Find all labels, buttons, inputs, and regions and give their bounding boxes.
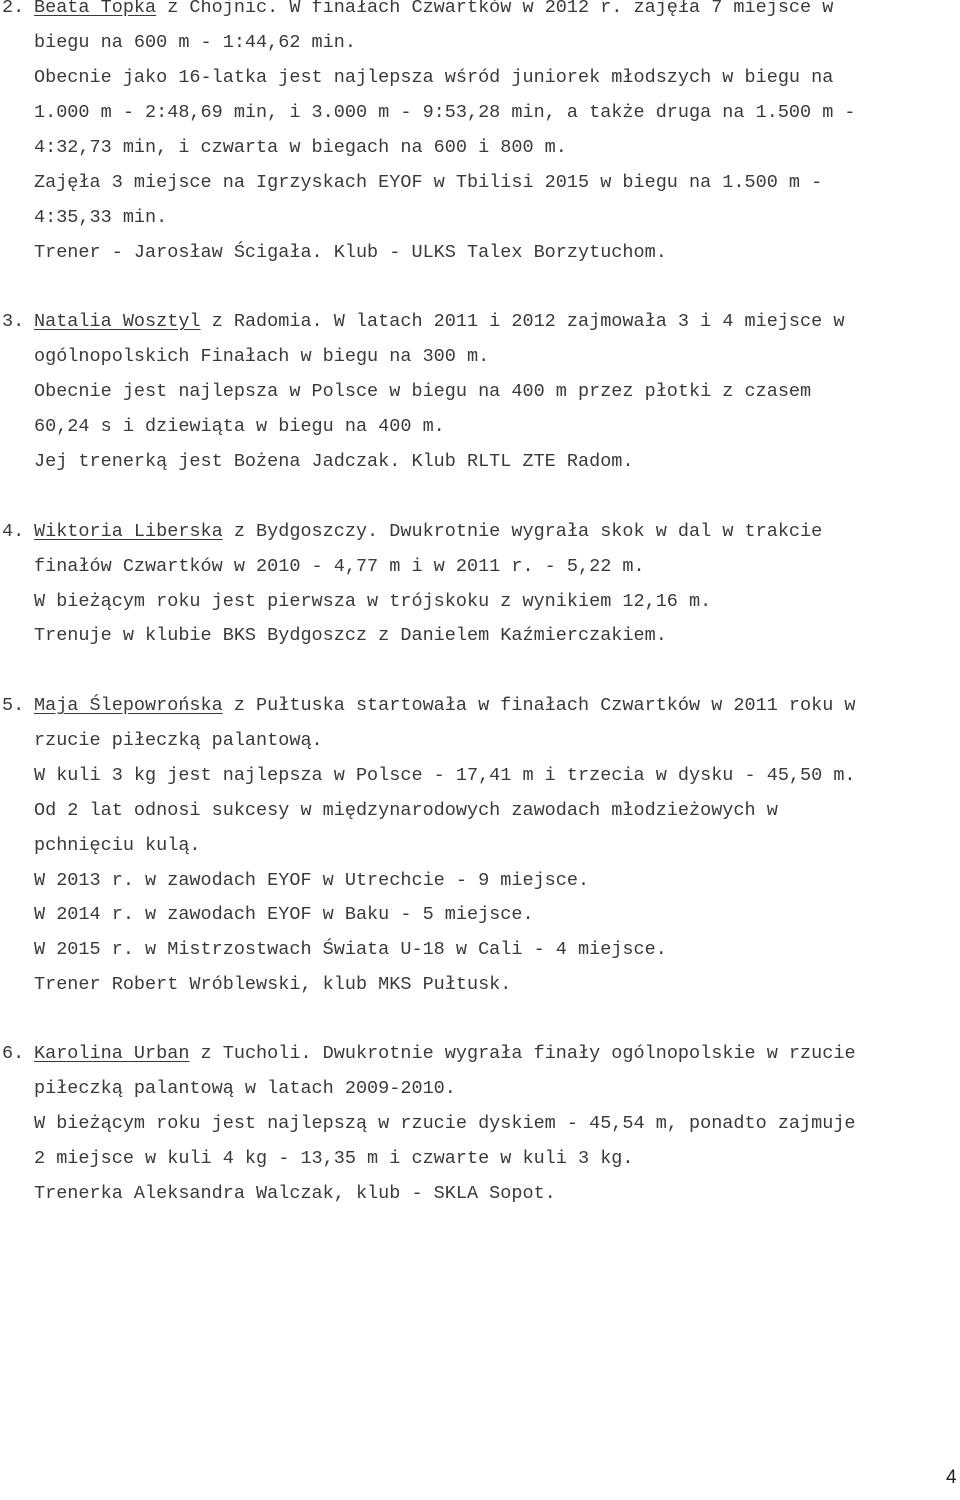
entry-text-line: W 2015 r. w Mistrzostwach Świata U-18 w Cali - 4 miejsce.	[34, 939, 667, 960]
entry-text-line: 1.000 m - 2:48,69 min, i 3.000 m - 9:53,28 min, a także druga na 1.500 m -	[34, 102, 856, 123]
entry-text-line: biegu na 600 m - 1:44,62 min.	[34, 32, 356, 53]
entry-number: 2.	[2, 0, 25, 18]
entry-text-line: W 2014 r. w zawodach EYOF w Baku - 5 miejsce.	[34, 904, 534, 925]
entry-text-line: Trener - Jarosław Ścigała. Klub - ULKS Talex Borzytuchom.	[34, 242, 667, 263]
entry-number: 4.	[2, 521, 25, 542]
entry-text-line: Trenerka Aleksandra Walczak, klub - SKLA Sopot.	[34, 1183, 556, 1204]
entry-text-line: ogólnopolskich Finałach w biegu na 300 m.	[34, 346, 490, 367]
athlete-name: Wiktoria Liberska	[34, 521, 223, 542]
entry-first-line	[34, 0, 833, 20]
entry-text-line: W kuli 3 kg jest najlepsza w Polsce - 17,41 m i trzecia w dysku - 45,50 m.	[34, 765, 856, 786]
entry-text-line: 4:35,33 min.	[34, 207, 168, 228]
entry-text-line: Obecnie jako 16-latka jest najlepsza wśród juniorek młodszych w biegu na	[34, 67, 834, 88]
entry-text-line: Trenuje w klubie BKS Bydgoszcz z Danielem Kaźmierczakiem.	[34, 625, 667, 646]
entry-text-line: Jej trenerką jest Bożena Jadczak. Klub RLTL ZTE Radom.	[34, 451, 634, 472]
entry-first-line	[34, 694, 856, 718]
entry-text-line: 2 miejsce w kuli 4 kg - 13,35 m i czwarte w kuli 3 kg.	[34, 1148, 634, 1169]
entry-text: z Bydgoszczy. Dwukrotnie wygrała skok w dal w trakcie	[222, 521, 823, 542]
entry-text: z Chojnic. W finałach Czwartków w 2012 r. zajęła 7 miejsce w	[156, 0, 834, 18]
entry-first-line	[34, 520, 822, 544]
entry-text-line: rzucie piłeczką palantową.	[34, 730, 323, 751]
entry-text: z Pułtuska startowała w finałach Czwartków w 2011 roku w	[222, 695, 856, 716]
entry-text-line: finałów Czwartków w 2010 - 4,77 m i w 2011 r. - 5,22 m.	[34, 556, 645, 577]
entry-first-line	[34, 1042, 856, 1066]
entry-text: z Tucholi. Dwukrotnie wygrała finały ogólnopolskie w rzucie	[189, 1043, 856, 1064]
entry-first-line	[34, 310, 844, 334]
entry-text-line: pchnięciu kulą.	[34, 835, 201, 856]
entry-text: z Radomia. W latach 2011 i 2012 zajmowała 3 i 4 miejsce w	[200, 311, 845, 332]
entry-text-line: W bieżącym roku jest pierwsza w trójskoku z wynikiem 12,16 m.	[34, 591, 712, 612]
entry-text-line: piłeczką palantową w latach 2009-2010.	[34, 1078, 456, 1099]
entry-text-line: Od 2 lat odnosi sukcesy w międzynarodowych zawodach młodzieżowych w	[34, 800, 778, 821]
entry-number: 3.	[2, 311, 25, 332]
page-number: 4	[946, 1467, 957, 1488]
athlete-name: Natalia Wosztyl	[34, 311, 201, 332]
entry-text-line: 4:32,73 min, i czwarta w biegach na 600 i 800 m.	[34, 137, 567, 158]
entry-text-line: Zajęła 3 miejsce na Igrzyskach EYOF w Tbilisi 2015 w biegu na 1.500 m -	[34, 172, 823, 193]
entry-text-line: Trener Robert Wróblewski, klub MKS Pułtusk.	[34, 974, 512, 995]
athlete-name: Karolina Urban	[34, 1043, 190, 1064]
entry-text-line: 60,24 s i dziewiąta w biegu na 400 m.	[34, 416, 445, 437]
athlete-name: Maja Ślepowrońska	[34, 695, 223, 716]
athlete-name: Beata Topka	[34, 0, 157, 18]
entry-number: 5.	[2, 695, 25, 716]
entry-text-line: W 2013 r. w zawodach EYOF w Utrechcie - 9 miejsce.	[34, 870, 590, 891]
entry-text-line: W bieżącym roku jest najlepszą w rzucie dyskiem - 45,54 m, ponadto zajmuje	[34, 1113, 856, 1134]
entry-text-line: Obecnie jest najlepsza w Polsce w biegu na 400 m przez płotki z czasem	[34, 381, 812, 402]
entry-number: 6.	[2, 1043, 25, 1064]
